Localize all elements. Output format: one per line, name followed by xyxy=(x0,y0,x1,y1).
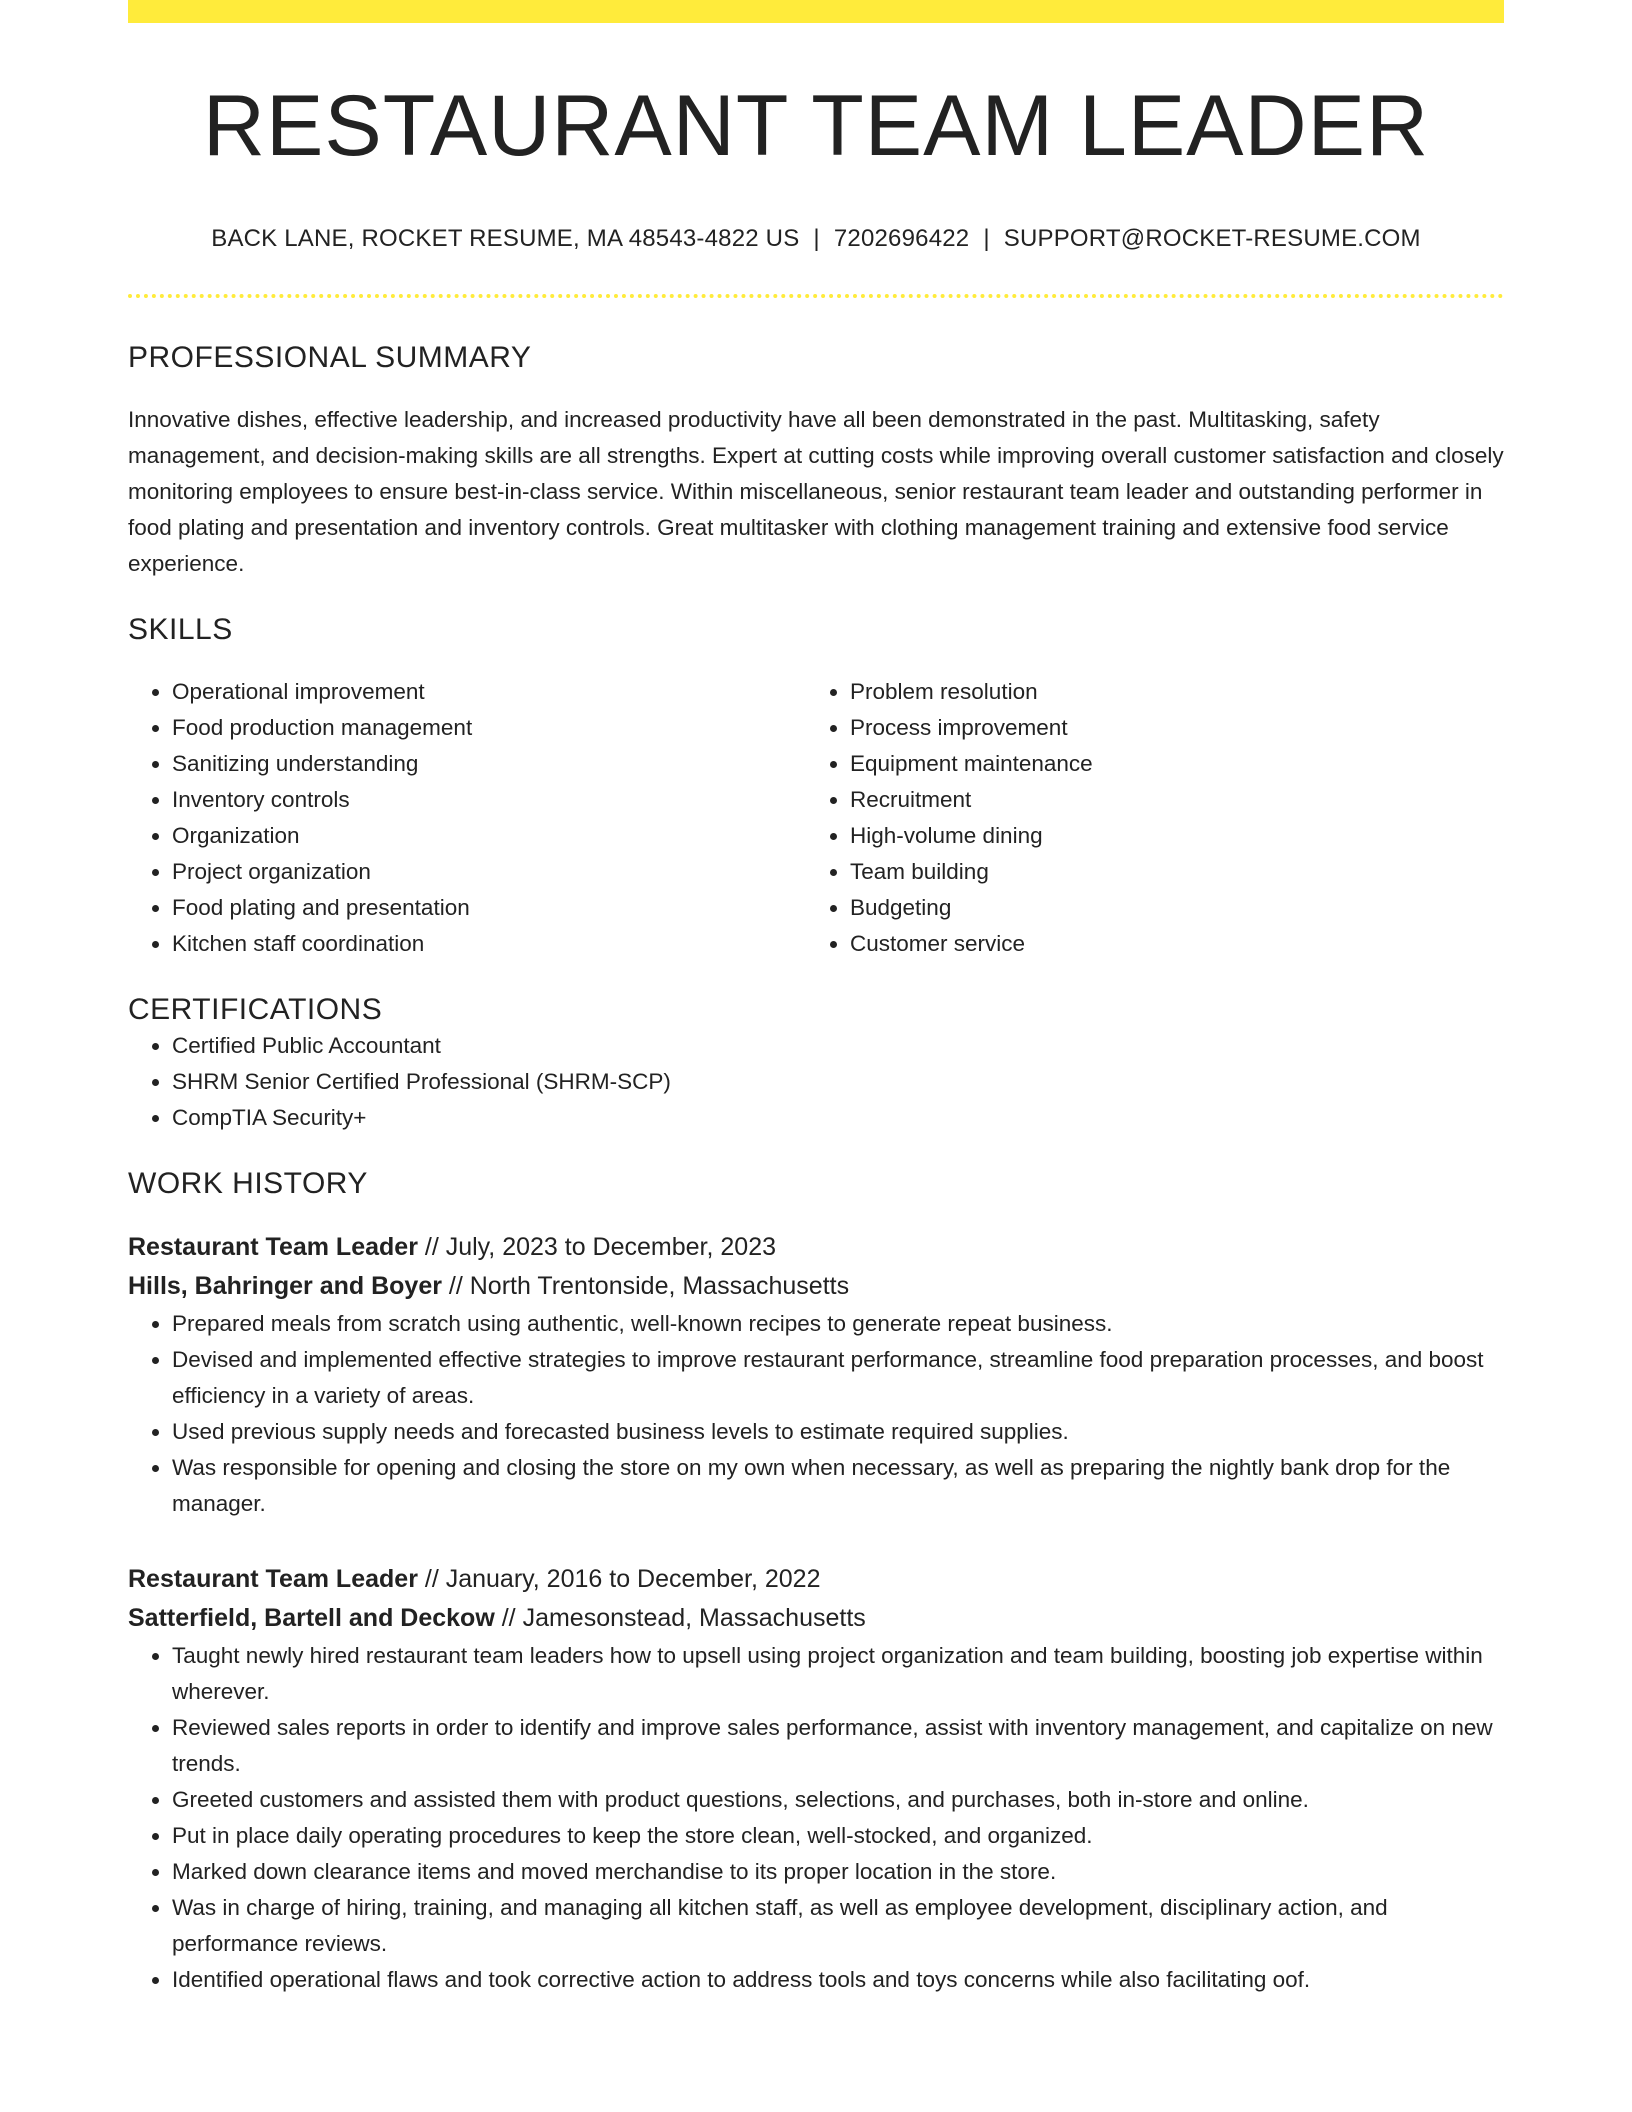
contact-line xyxy=(128,225,1504,254)
job-duty: • Prepared meals from scratch using authentic, well-known recipes to generate repeat business. xyxy=(172,1306,1504,1342)
certification-item: • Certified Public Accountant xyxy=(172,1028,1504,1064)
job-duty: • Used previous supply needs and forecasted business levels to estimate required supplies. xyxy=(172,1414,1504,1450)
summary-heading: PROFESSIONAL SUMMARY xyxy=(128,340,532,374)
contact-address: BACK LANE, ROCKET RESUME, MA 48543-4822 US xyxy=(211,225,800,252)
contact-phone[interactable]: 7202696422 xyxy=(833,225,970,252)
certification-item: • CompTIA Security+ xyxy=(172,1100,1504,1136)
skills-heading: SKILLS xyxy=(128,612,233,646)
skill-item: • Recruitment xyxy=(850,782,1484,818)
job-entry xyxy=(128,1228,1504,1522)
job-dates: // July, 2023 to December, 2023 xyxy=(417,1232,777,1261)
job-duty: • Taught newly hired restaurant team leaders how to upsell using project organization and team building, boosting job expertise within wherever. xyxy=(172,1638,1504,1710)
skill-item: • Food plating and presentation xyxy=(172,890,806,926)
certification-item: • SHRM Senior Certified Professional (SHRM-SCP) xyxy=(172,1064,1504,1100)
contact-separator: | xyxy=(813,225,820,252)
skill-item: • Budgeting xyxy=(850,890,1484,926)
job-duty: • Marked down clearance items and moved merchandise to its proper location in the store. xyxy=(172,1854,1504,1890)
job-title: Restaurant Team Leader xyxy=(128,1232,418,1261)
job-company-line xyxy=(128,1267,1504,1306)
job-company: Satterfield, Bartell and Deckow xyxy=(128,1603,495,1632)
skill-item: • Kitchen staff coordination xyxy=(172,926,806,962)
job-dates: // January, 2016 to December, 2022 xyxy=(417,1564,821,1593)
certifications-list xyxy=(128,1028,1504,1136)
job-duty: • Was in charge of hiring, training, and managing all kitchen staff, as well as employee development, disciplinary action, and performance reviews. xyxy=(172,1890,1504,1962)
job-duty: • Devised and implemented effective strategies to improve restaurant performance, streamline food preparation processes, and boost efficiency in a variety of areas. xyxy=(172,1342,1504,1414)
resume-page xyxy=(128,0,1504,1998)
skill-item: • Process improvement xyxy=(850,710,1484,746)
job-duties-list xyxy=(128,1306,1504,1522)
skills-list-left xyxy=(128,674,806,962)
contact-email[interactable]: SUPPORT@ROCKET-RESUME.COM xyxy=(1003,225,1421,252)
header-divider xyxy=(128,294,1504,298)
skill-item: • Problem resolution xyxy=(850,674,1484,710)
skills-column-right xyxy=(806,674,1484,962)
skill-item: • Project organization xyxy=(172,854,806,890)
contact-separator: | xyxy=(983,225,990,252)
skill-item: • Organization xyxy=(172,818,806,854)
skill-item: • High-volume dining xyxy=(850,818,1484,854)
job-duty: • Put in place daily operating procedures to keep the store clean, well-stocked, and organized. xyxy=(172,1818,1504,1854)
skill-item: • Operational improvement xyxy=(172,674,806,710)
skills-column-left xyxy=(128,674,806,962)
job-duty: • Greeted customers and assisted them with product questions, selections, and purchases, both in-store and online. xyxy=(172,1782,1504,1818)
skill-item: • Customer service xyxy=(850,926,1484,962)
job-company: Hills, Bahringer and Boyer xyxy=(128,1271,442,1300)
job-entry xyxy=(128,1560,1504,1998)
skill-item: • Team building xyxy=(850,854,1484,890)
summary-text: Innovative dishes, effective leadership, and increased productivity have all been demonstrated in the past. Multitasking, safety management, and decision-making skills are all strengths. Expert at cutting costs while improving overall customer satisfaction and closely monitoring employees to ensure best-in-class service. Within miscellaneous, senior restaurant team leader and outstanding performer in food plating and presentation and inventory controls. Great multitasker with clothing management training and extensive food service experience. xyxy=(128,406,1504,576)
work-history-heading: WORK HISTORY xyxy=(128,1166,368,1200)
top-accent-bar xyxy=(128,0,1504,23)
job-title: Restaurant Team Leader xyxy=(128,1564,418,1593)
skills-grid xyxy=(128,674,1504,962)
job-company-line xyxy=(128,1599,1504,1638)
skill-item: • Inventory controls xyxy=(172,782,806,818)
skill-item: • Food production management xyxy=(172,710,806,746)
resume-title: RESTAURANT TEAM LEADER xyxy=(202,78,1430,174)
job-duty: • Identified operational flaws and took corrective action to address tools and toys concerns while also facilitating oof. xyxy=(172,1962,1504,1998)
job-duties-list xyxy=(128,1638,1504,1998)
job-location: // Jamesonstead, Massachusetts xyxy=(494,1603,866,1632)
job-duty: • Was responsible for opening and closing the store on my own when necessary, as well as preparing the nightly bank drop for the manager. xyxy=(172,1450,1504,1522)
skills-list-right xyxy=(806,674,1484,962)
skill-item: • Equipment maintenance xyxy=(850,746,1484,782)
job-duty: • Reviewed sales reports in order to identify and improve sales performance, assist with inventory management, and capitalize on new trends. xyxy=(172,1710,1504,1782)
certifications-heading: CERTIFICATIONS xyxy=(128,992,383,1026)
job-title-line xyxy=(128,1560,1504,1599)
job-location: // North Trentonside, Massachusetts xyxy=(441,1271,850,1300)
skill-item: • Sanitizing understanding xyxy=(172,746,806,782)
job-title-line xyxy=(128,1228,1504,1267)
